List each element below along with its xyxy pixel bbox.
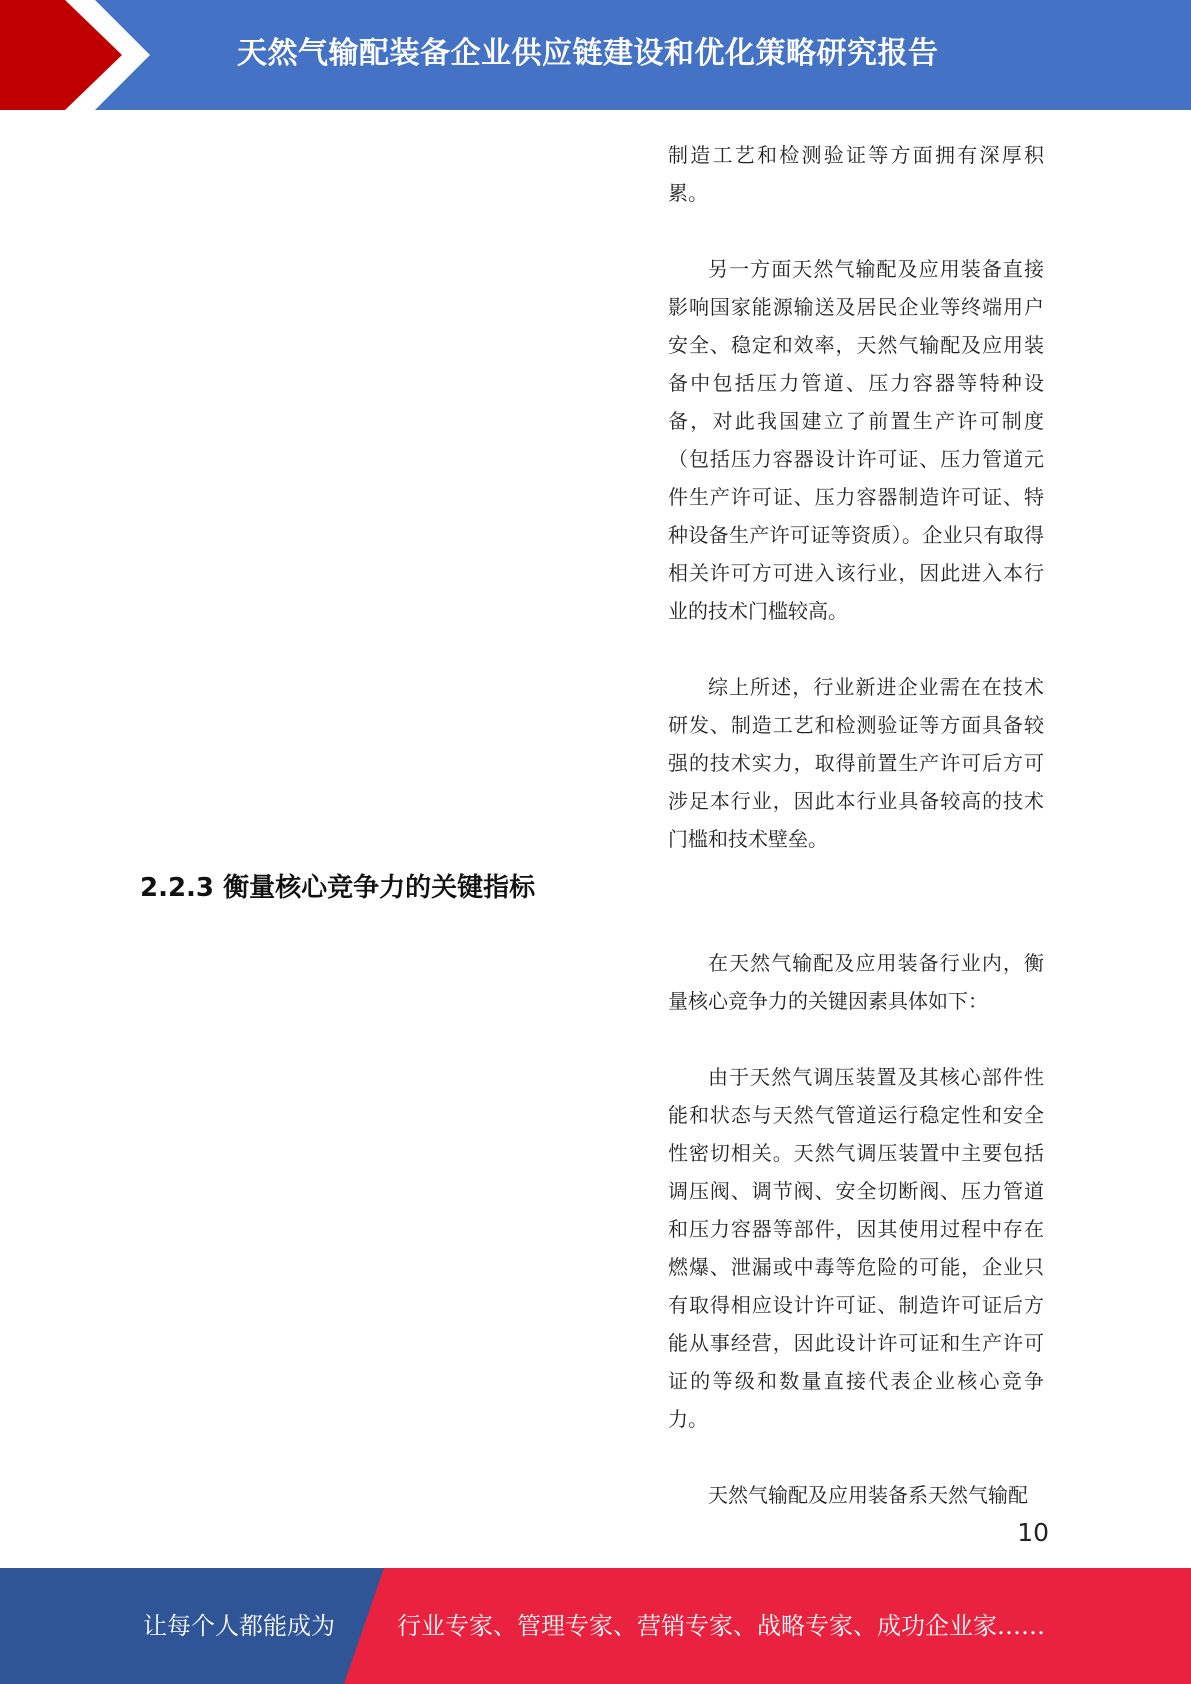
page-footer xyxy=(0,1568,1191,1684)
footer-slogan-right: 行业专家、管理专家、营销专家、战略专家、成功企业家…… xyxy=(397,1612,1045,1640)
paragraph-key-factors: 由于天然气调压装置及其核心部件性能和状态与天然气管道运行稳定性和安全性密切相关。天然气调压装置中主要包括调压阀、调节阀、安全切断阀、压力管道和压力容器等部件，因其使用过程中存在燃爆、泄漏或中毒等危险的可能，企业只有取得相应设计许可证、制造许可证后方能从事经营，因此设计许可证和生产许可证的等级和数量直接代表企业核心竞争力。 xyxy=(668,1065,1044,1431)
paragraph-licensing: 另一方面天然气输配及应用装备直接影响国家能源输送及居民企业等终端用户安全、稳定和效率，天然气输配及应用装备中包括压力管道、压力容器等特种设备，对此我国建立了前置生产许可制度（包括压力容器设计许可证、压力管道元件生产许可证、压力容器制造许可证、特种设备生产许可证等资质）。企业只有取得相关许可方可进入该行业，因此进入本行业的技术门槛较高。 xyxy=(668,257,1044,623)
paragraph-trailing: 天然气输配及应用装备系天然气输配 xyxy=(708,1483,1028,1507)
page-header xyxy=(0,0,1191,110)
paragraph-intro: 在天然气输配及应用装备行业内，衡量核心竞争力的关键因素具体如下： xyxy=(668,951,1044,1013)
section-heading: 2.2.3 衡量核心竞争力的关键指标 xyxy=(140,873,536,903)
text-block-lower xyxy=(668,944,1044,1514)
paragraph-continuation: 制造工艺和检测验证等方面拥有深厚积累。 xyxy=(668,143,1044,205)
paragraph-summary: 综上所述，行业新进企业需在在技术研发、制造工艺和检测验证等方面具备较强的技术实力，取得前置生产许可后方可涉足本行业，因此本行业具备较高的技术门槛和技术壁垒。 xyxy=(668,675,1044,851)
footer-slogan-left: 让每个人都能成为 xyxy=(143,1612,335,1640)
text-block-upper xyxy=(668,136,1044,858)
page-number: 10 xyxy=(1017,1518,1049,1547)
report-title: 天然气输配装备企业供应链建设和优化策略研究报告 xyxy=(237,36,939,71)
header-chevron-decoration xyxy=(0,0,160,110)
